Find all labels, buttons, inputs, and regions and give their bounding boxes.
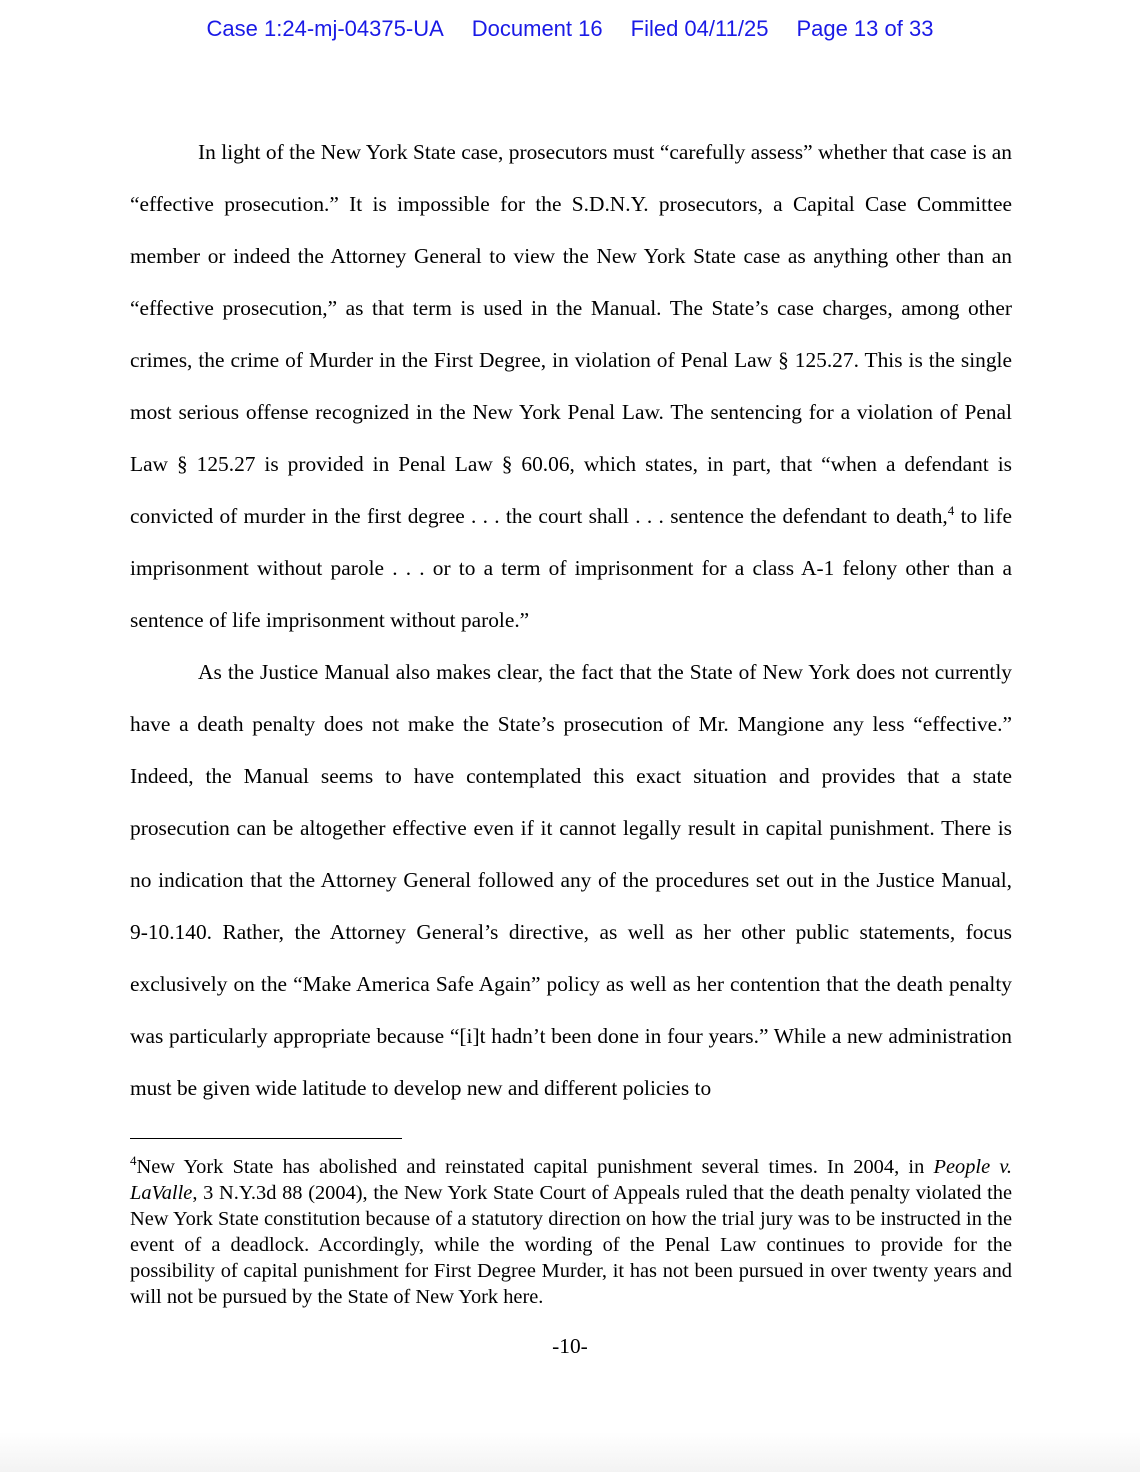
body-text [130, 126, 1012, 1114]
footnote-text-continued: , 3 N.Y.3d 88 (2004), the New York State Court of Appeals ruled that the death penalty violated the New York State constitution because of a statutory direction on how the trial jury was to be instructed in the event of a deadlock. Accordingly, while the wording of the Penal Law continues to provide for the possibility of capital punishment for First Degree Murder, it has not been pursued in over twenty years and will not be pursued by the State of New York here. [130, 1182, 1012, 1308]
footnote-reference: 4 [947, 502, 955, 518]
filed-date: Filed 04/11/25 [630, 16, 769, 41]
ecf-filing-header [0, 16, 1140, 42]
paragraph-1-continued: to life imprisonment without parole . . . or to a term of imprisonment for a class A-1 felony other than a sentence of life imprisonment without parole.” [130, 504, 1013, 632]
case-number: Case 1:24-mj-04375-UA [206, 16, 444, 41]
page-count: Page 13 of 33 [796, 16, 934, 41]
paragraph-2: As the Justice Manual also makes clear, the fact that the State of New York does not currently have a death penalty does not make the State’s prosecution of Mr. Mangione any less “effective.” Indeed, the Manual seems to have contemplated this exact situation and provides that a state prosecution can be altogether effective even if it cannot legally result in capital punishment. There is no indication that the Attorney General followed any of the procedures set out in the Justice Manual, 9-10.140. Rather, the Attorney General’s directive, as well as her other public statements, focus exclusively on the “Make America Safe Again” policy as well as her contention that the death penalty was particularly appropriate because “[i]t hadn’t been done in four years.” While a new administration must be given wide latitude to develop new and different policies to [130, 660, 1012, 1100]
footnote-text: New York State has abolished and reinstated capital punishment several times. In 2004, in [136, 1156, 934, 1178]
document-number: Document 16 [471, 16, 603, 41]
paragraph-1 [130, 126, 1012, 646]
footnote-case-name: People v. LaValle [130, 1156, 1013, 1204]
paragraph-1-text: In light of the New York State case, prosecutors must “carefully assess” whether that case is an “effective prosecution.” It is impossible for the S.D.N.Y. prosecutors, a Capital Case Committee member or indeed the Attorney General to view the New York State case as anything other than an “effective prosecution,” as that term is used in the Manual. The State’s case charges, among other crimes, the crime of Murder in the First Degree, in violation of Penal Law § 125.27. This is the single most serious offense recognized in the New York Penal Law. The sentencing for a violation of Penal Law § 125.27 is provided in Penal Law § 60.06, which states, in part, that “when a defendant is convicted of murder in the first degree . . . the court shall . . . sentence the defendant to death, [130, 140, 1012, 528]
footnote-4 [130, 1154, 1012, 1310]
footnote-number: 4 [130, 1153, 137, 1169]
footnote-divider [130, 1138, 402, 1139]
page-number: -10- [552, 1334, 588, 1358]
